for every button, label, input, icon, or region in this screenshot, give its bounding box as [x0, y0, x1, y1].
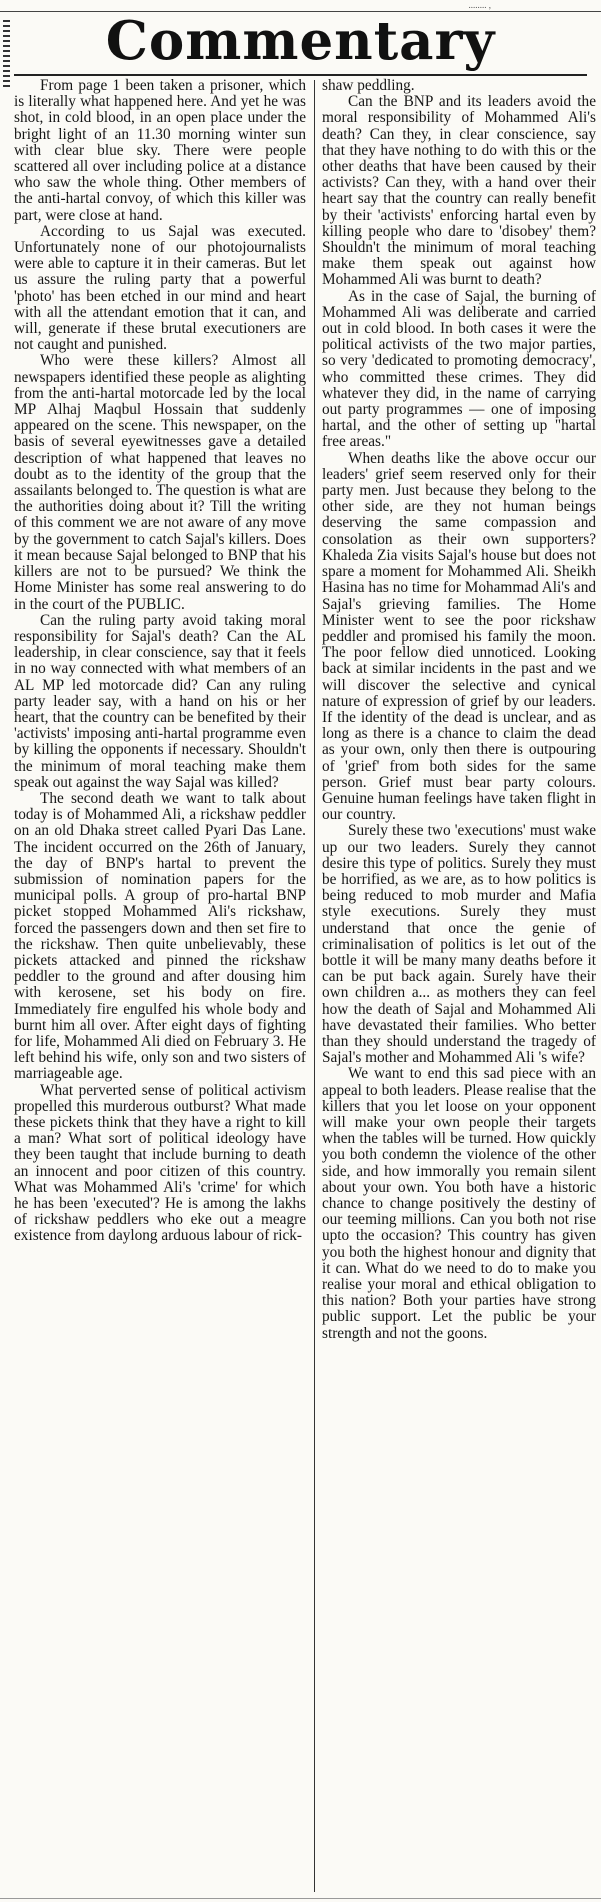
paragraph: From page 1 been taken a prisoner, which is literally what happened here. And yet he was shot, in cold blood, in an open place under the bright light of an 11.30 morning winter sun with clear blue sky. There were people scattered all over including police at a distance who saw the whole thing. Other members of the anti-hartal convoy, of which this killer was part, were close at hand.	[14, 77, 306, 224]
bottom-rule	[0, 1898, 601, 1899]
title-rule	[14, 74, 587, 76]
header-scrap: ........ ,	[468, 0, 491, 10]
left-column	[14, 78, 306, 1245]
paragraph: What perverted sense of political activism propelled this murderous outburst? What made these pickets think that they have a right to kill a man? What sort of political ideology have they been taught that include burning to death an innocent and poor citizen of this country. What was Mohammed Ali's 'crime' for which he has been 'executed'? He is among the lakhs of rickshaw peddlers who eke out a meagre existence from daylong arduous labour of rick-	[14, 1081, 306, 1245]
paragraph: According to us Sajal was executed. Unfortunately none of our photojournalists were able to capture it in their cameras. But let us assure the ruling party that a powerful 'photo' has been etched in our mind and heart with all the attendant emotion that it can, and will, generate if these brutal executioners are not caught and punished.	[14, 222, 306, 354]
page-title: Commentary	[105, 10, 496, 72]
right-column	[322, 78, 596, 1342]
paragraph: Who were these killers? Almost all newspapers identified these people as alighting from the anti-hartal motorcade led by the local MP Alhaj Maqbul Hossain that suddenly appeared on the scene. This newspaper, on the basis of several eyewitnesses gave a detailed description of what happened that leaves no doubt as to the identity of the group that the assailants belonged to. The question is what are the authorities doing about it? Till the writing of this comment we are not aware of any move by the government to catch Sajal's killers. Does it mean because Sajal belonged to BNP that his killers are not to be pursued? We think the Home Minister has some real answering to do in the court of the PUBLIC.	[14, 352, 306, 613]
paragraph: The second death we want to talk about today is of Mohammed Ali, a rickshaw peddler on an old Dhaka street called Pyari Das Lane. The incident occurred on the 26th of January, the day of BNP's hartal to prevent the submission of nomination papers for the municipal polls. A group of pro-hartal BNP picket stopped Mohammed Ali's rickshaw, forced the passengers down and then set fire to the rickshaw. Then quite unbelievably, these pickets attacked and pinned the rickshaw peddler to the ground and after dousing him with kerosene, set his body on fire. Immediately fire engulfed his whole body and burnt him all over. After eight days of fighting for life, Mohammed Ali died on February 3. He left behind his wife, only son and two sisters of marriageable age.	[14, 789, 306, 1083]
paragraph: As in the case of Sajal, the burning of Mohammed Ali was deliberate and carried out in cold blood. In both cases it were the political activists of the two major parties, so very 'dedicated to promoting democracy', who committed these crimes. They did whatever they did, in the name of carrying out party programmes — one of imposing hartal, and the other of setting up "hartal free areas."	[322, 287, 596, 451]
paragraph: We want to end this sad piece with an appeal to both leaders. Please realise that the killers that you let loose on your opponent will make your own people their targets when the tables will be turned. How quickly you both condemn the violence of the other side, and how immorally you remain silent about your own. You both have a historic chance to change positively the destiny of our teeming millions. Can you both not rise upto the occasion? This country has given you both the highest honour and dignity that it can. What do we need to do to make you realise your moral and ethical obligation to this nation? Both your parties have strong public support. Let the public be your strength and not the goons.	[322, 1065, 596, 1342]
paragraph: Surely these two 'executions' must wake up our two leaders. Surely they cannot desire this type of politics. Surely they must be horrified, as we are, as to how politics is being reduced to mob murder and Mafia style executions. Surely they must understand that once the genie of criminalisation of politics is let out of the bottle it will be many many deaths before it can be put back again. Surely have their own children a... as mothers they can feel how the death of Sajal and Mohammed Ali have devastated their families. Who better than they should understand the tragedy of Sajal's mother and Mohammed Ali 's wife?	[322, 822, 596, 1067]
paragraph: Can the ruling party avoid taking moral responsibility for Sajal's death? Can the AL leadership, in clear conscience, say that it feels in no way connected with what members of an AL MP led motorcade did? Can any ruling party leader say, with a hand on his or her heart, that the country can be benefited by their 'activists' imposing anti-hartal programme even by killing the opponents if necessary. Shouldn't the minimum of moral teaching make them speak out against the way Sajal was killed?	[14, 611, 306, 791]
column-divider	[314, 80, 315, 1892]
paragraph: Can the BNP and its leaders avoid the moral responsibility of Mohammed Ali's death? Can they, in clear conscience, say that they have nothing to do with this or the other deaths that have been caused by their activists? Can they, with a hand over their heart say that the country can really benefit by their 'activists' enforcing hartal even by killing people who dare to 'disobey' them? Shouldn't the minimum of moral teaching make them speak out against how Mohammed Ali was burnt to death?	[322, 93, 596, 289]
paragraph: When deaths like the above occur our leaders' grief seem reserved only for their party men. Just because they belong to the other side, are they not human beings deserving the same compassion and consolation as their own supporters? Khaleda Zia visits Sajal's house but does not spare a moment for Mohammed Ali. Sheikh Hasina has no time for Mohammad Ali's and Sajal's grieving families. The Home Minister went to see the poor rickshaw peddler and promised his family the moon. The poor fellow died unnoticed. Looking back at similar incidents in the past and we will discover the selective and cynical nature of expression of grief by our leaders. If the identity of the dead is unclear, and as long as there is a chance to claim the dead as your own, only then there is outpouring of 'grief' from both sides for the same person. Grief must bear party colours. Genuine human feelings have taken flight in our country.	[322, 449, 596, 824]
paragraph: shaw peddling.	[322, 77, 415, 94]
